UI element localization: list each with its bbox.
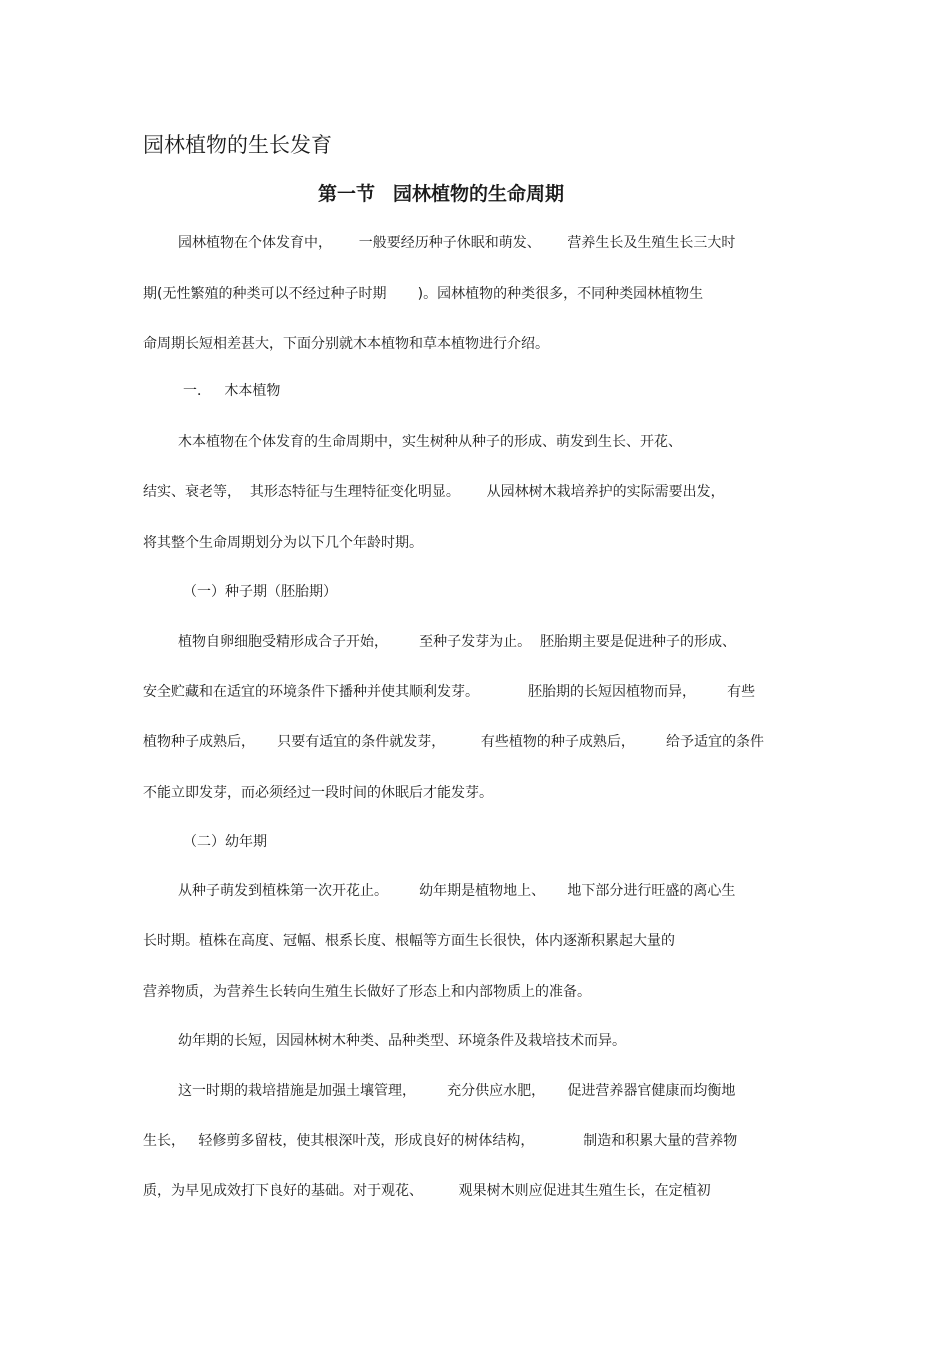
body-line: 将其整个生命周期划分为以下几个年龄时期。 xyxy=(143,535,423,551)
body-line: 植物自卵细胞受精形成合子开始， 至种子发芽为止。 胚胎期主要是促进种子的形成、 xyxy=(178,634,737,650)
document-title: 园林植物的生长发育 xyxy=(143,133,332,157)
body-line: 安全贮藏和在适宜的环境条件下播种并使其顺利发芽。 胚胎期的长短因植物而异， 有些 xyxy=(143,684,756,700)
subheading-woody-plants: 一． 木本植物 xyxy=(183,383,281,399)
body-line: 植物种子成熟后， 只要有适宜的条件就发芽， 有些植物的种子成熟后， 给予适宜的条件 xyxy=(143,734,765,750)
section-name: 园林植物的生命周期 xyxy=(393,183,565,205)
body-line: 命周期长短相差甚大，下面分别就木本植物和草本植物进行介绍。 xyxy=(143,336,549,352)
section-number: 第一节 xyxy=(318,183,376,205)
body-line: 园林植物在个体发育中， 一般要经历种子休眠和萌发、 营养生长及生殖生长三大时 xyxy=(178,235,736,251)
subheading-seed-period: （一）种子期（胚胎期） xyxy=(183,584,337,600)
body-line: 期(无性繁殖的种类可以不经过种子时期 )。园林植物的种类很多，不同种类园林植物生 xyxy=(143,286,704,302)
body-line: 从种子萌发到植株第一次开花止。 幼年期是植物地上、 地下部分进行旺盛的离心生 xyxy=(178,883,736,899)
body-line: 营养物质，为营养生长转向生殖生长做好了形态上和内部物质上的准备。 xyxy=(143,984,591,1000)
body-line: 不能立即发芽，而必须经过一段时间的休眠后才能发芽。 xyxy=(143,785,493,801)
body-line: 木本植物在个体发育的生命周期中，实生树种从种子的形成、萌发到生长、开花、 xyxy=(178,434,682,450)
section-heading xyxy=(318,180,564,208)
body-line: 质，为早见成效打下良好的基础。对于观花、 观果树木则应促进其生殖生长，在定植初 xyxy=(143,1183,711,1199)
body-line: 结实、衰老等， 其形态特征与生理特征变化明显。 从园林树木栽培养护的实际需要出发， xyxy=(143,484,725,500)
body-line: 这一时期的栽培措施是加强土壤管理， 充分供应水肥， 促进营养器官健康而均衡地 xyxy=(178,1083,736,1099)
body-line: 幼年期的长短，因园林树木种类、品种类型、环境条件及栽培技术而异。 xyxy=(178,1033,626,1049)
body-line: 生长， 轻修剪多留枝，使其根深叶茂，形成良好的树体结构， 制造和积累大量的营养物 xyxy=(143,1133,738,1149)
subheading-juvenile-period: （二）幼年期 xyxy=(183,834,267,850)
body-line: 长时期。植株在高度、冠幅、根系长度、根幅等方面生长很快，体内逐渐积累起大量的 xyxy=(143,933,675,949)
